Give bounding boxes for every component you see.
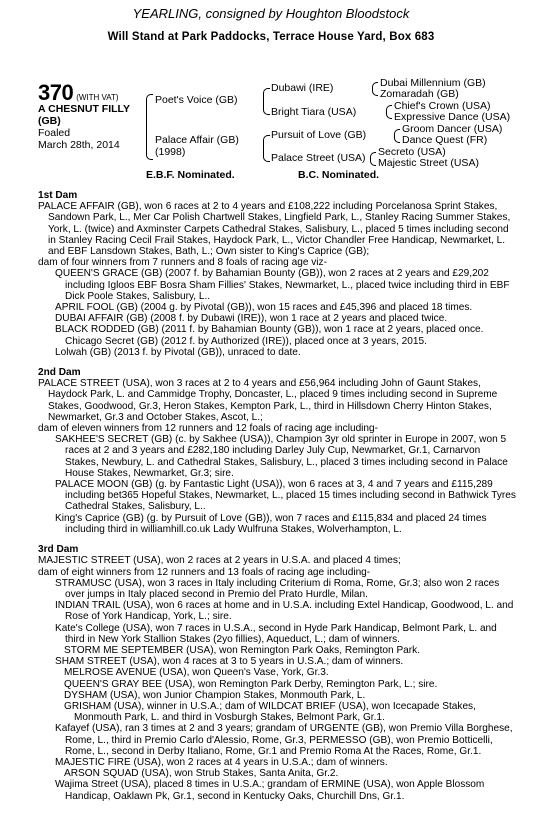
pedigree-dam-year: (1998) [155,146,186,158]
produce-entry: Lolwah (GB) (2013 f. by Pivotal (GB)), unraced to date. [55,346,301,358]
pedigree-g3-8: Majestic Street (USA) [378,157,479,169]
horse-description-line: A CHESNUT FILLY [38,103,130,115]
page-title: YEARLING, consigned by Houghton Bloodstock [132,6,410,21]
produce-entry: BLACK RODDED (GB) (2011 f. by Bahamian Bounty (GB)), won 1 race at 2 years, placed once. Chicago Secret (GB) (2012 f. by Authorized (IRE)), placed once at 3 years, 2015. [55,324,484,347]
pedigree-bracket [370,152,376,166]
pedigree-bracket [263,135,270,162]
second-dam-produce-intro: dam of eleven winners from 12 runners and 12 foals of racing age including- [38,423,379,435]
ebf-nomination: E.B.F. Nominated. [146,169,235,181]
produce-entry: MAJESTIC FIRE (USA), won 2 races at 4 years in U.S.A.; dam of winners. [55,756,388,768]
pedigree-bracket [146,94,153,160]
pedigree-g3-7: Secreto (USA) [378,146,446,158]
produce-entry: APRIL FOOL (GB) (2004 g. by Pivotal (GB)), won 15 races and £45,396 and placed 18 times. [55,302,473,314]
produce-entry: DYSHAM (USA), won Junior Champion Stakes, Monmouth Park, L. [64,689,366,701]
first-dam-heading: 1st Dam [38,190,78,201]
third-dam-heading: 3rd Dam [38,544,79,556]
pedigree-g3-4: Expressive Dance (USA) [394,111,511,123]
pedigree-dam-sire: Pursuit of Love (GB) [271,129,367,141]
pedigree-g3-3: Chief's Crown (USA) [394,100,491,112]
produce-entry: Wajima Street (USA), placed 8 times in U.S.A.; grandam of ERMINE (USA), won Apple Blossom Handicap, Oaklawn Pk, Gr.1, second in Kentucky Oaks, Churchill Dns, Gr.1. [55,779,485,802]
second-dam-heading: 2nd Dam [38,367,81,379]
produce-entry: Kate's College (USA), won 7 races in U.S.A., second in Hyde Park Handicap, Belmont Park, L. and third in New York Stallion Stakes (2yo fillies), Aqueduct, L.; dam of winners. [55,622,497,645]
third-dam-summary: MAJESTIC STREET (USA), won 2 races at 2 years in U.S.A. and placed 4 times; [38,555,401,567]
pedigree-sire-dam: Bright Tiara (USA) [271,106,357,118]
produce-entry: ARSON SQUAD (USA), won Strub Stakes, Santa Anita, Gr.2. [64,768,339,780]
pedigree-g3-1: Dubai Millennium (GB) [380,77,486,89]
pedigree-g3-5: Groom Dancer (USA) [402,123,503,135]
pedigree-sire-sire: Dubawi (IRE) [271,82,334,94]
catalogue-body [38,190,516,802]
produce-entry: SHAM STREET (USA), won 4 races at 3 to 5 years in U.S.A.; dam of winners. [55,656,404,668]
horse-description [38,104,130,127]
pedigree-g3-6: Dance Quest (FR) [402,134,488,146]
pedigree-sire: Poet's Voice (GB) [155,94,238,106]
produce-entry: King's Caprice (GB) (g. by Pursuit of Love (GB)), won 7 races and £115,834 and placed 24 times including third in williamhill.co.uk Lady Wulfruna Stakes, Wolverhampton, L. [55,512,487,535]
pedigree-dam: Palace Affair (GB) [155,134,239,146]
produce-entry: STRAMUSC (USA), won 3 races in Italy including Criterium di Roma, Rome, Gr.3; also won 2 races over jumps in Italy placed second in Premio del Prato Hurdle, Milan. [55,577,500,600]
first-dam-summary: PALACE AFFAIR (GB), won 6 races at 2 to 4 years and £108,222 including Porcelanosa Sprint Stakes, Sandown Park, L., Mer Car Polish Chartwell Stakes, Lingfield Park, L., Stanley Racing Summer Stakes, York, L. (twice) and Axminster Carpets Cathedral Stakes, Salisbury, L., placed 5 times including second in Stanley Racing Cecil Frail Stakes, Haydock Park, L., Victor Chandler Free Handicap, Newmarket, L. and EBF Lansdown Stakes, Bath, L.; Own sister to King's Caprice (GB); [38,201,511,258]
horse-description-line: (GB) [38,114,61,127]
produce-entry: STORM ME SEPTEMBER (USA), won Remington Park Oaks, Remington Park. [64,644,421,656]
produce-entry: QUEEN'S GRAY BEE (USA), won Remington Park Derby, Remington Park, L.; sire. [64,678,438,690]
foaled-date: March 28th, 2014 [38,138,120,151]
vat-note: (WITH VAT) [76,93,119,102]
second-dam-summary: PALACE STREET (USA), won 3 races at 2 to 4 years and £56,964 including John of Gaunt Stakes, Haydock Park, L. and Cammidge Trophy, Doncaster, L., placed 9 times including second in Supreme Stakes, Goodwood, Gr.3, Heron Stakes, Kempton Park, L., third in Hillsdown Cherry Hinton Stakes, Newmarket, Gr.3 and October Stakes, Ascot, L.; [38,378,498,423]
produce-entry: SAKHEE'S SECRET (GB) (c. by Sakhee (USA)), Champion 3yr old sprinter in Europe in 2007, won 5 races at 2 and 3 years and £282,180 including Darley July Cup, Newmarket, Gr.1, Carnarvon Stakes, Newbury, L. and Cathedral Stakes, Salisbury, L., placed 3 times including second in Palace House Stakes, Newmarket, Gr.3; sire. [55,434,508,479]
pedigree-bracket [386,105,392,119]
produce-entry: Kafayef (USA), ran 3 times at 2 and 3 years; grandam of URGENTE (GB), won Premio Villa Borghese, Rome, L., third in Premio Carlo d'Alessio, Rome, Gr.3, PERMESSO (GB), won Premio Botticelli, Rome, L., second in Derby Italiano, Rome, Gr.1 and Premio Roma At the Races, Rome, Gr.1. [55,723,513,757]
produce-entry: GRISHAM (USA), winner in U.S.A.; dam of WILDCAT BRIEF (USA), won Icecapade Stakes, Monmouth Park, L. and third in Vosburgh Stakes, Belmont Park, Gr.1. [64,700,476,724]
lot-number: 370 [38,80,74,105]
pedigree-bracket [263,88,270,115]
pedigree-dam-dam: Palace Street (USA) [271,152,366,164]
first-dam-produce-intro: dam of four winners from 7 runners and 8 foals of racing age viz- [38,257,327,269]
produce-entry: MELROSE AVENUE (USA), won Queen's Vase, York, Gr.3. [64,667,329,679]
stand-location: Will Stand at Park Paddocks, Terrace House Yard, Box 683 [107,31,435,43]
third-dam-produce-intro: dam of eight winners from 12 runners and 13 foals of racing age including- [38,566,371,578]
produce-entry: DUBAI AFFAIR (GB) (2008 f. by Dubawi (IRE)), won 1 race at 2 years and placed twice. [55,313,448,325]
produce-entry: PALACE MOON (GB) (g. by Fantastic Light (USA)), won 6 races at 3, 4 and 7 years and £115,289 including bet365 Hopeful Stakes, Newmarket, L., placed 15 times including second in Bathwick Tyres Cathedral Stakes, Salisbury, L.. [55,479,516,513]
produce-entry: QUEEN'S GRACE (GB) (2007 f. by Bahamian Bounty (GB)), won 2 races at 2 years and £29,202 including Igloos EBF Bosra Sham Fillies' Stakes, Newmarket, L., placed twice including third in EBF Dick Poole Stakes, Salisbury, L.. [55,268,510,302]
foaled-info [38,128,120,151]
bc-nomination: B.C. Nominated. [298,169,380,181]
pedigree-bracket [372,82,378,96]
produce-entry: INDIAN TRAIL (USA), won 6 races at home and in U.S.A. including Extel Handicap, Goodwood, L. and Rose of York Handicap, York, L.; sire. [55,600,514,623]
foaled-label: Foaled [38,127,71,139]
pedigree-bracket [394,129,400,143]
pedigree-g3-2: Zomaradah (GB) [380,88,459,100]
